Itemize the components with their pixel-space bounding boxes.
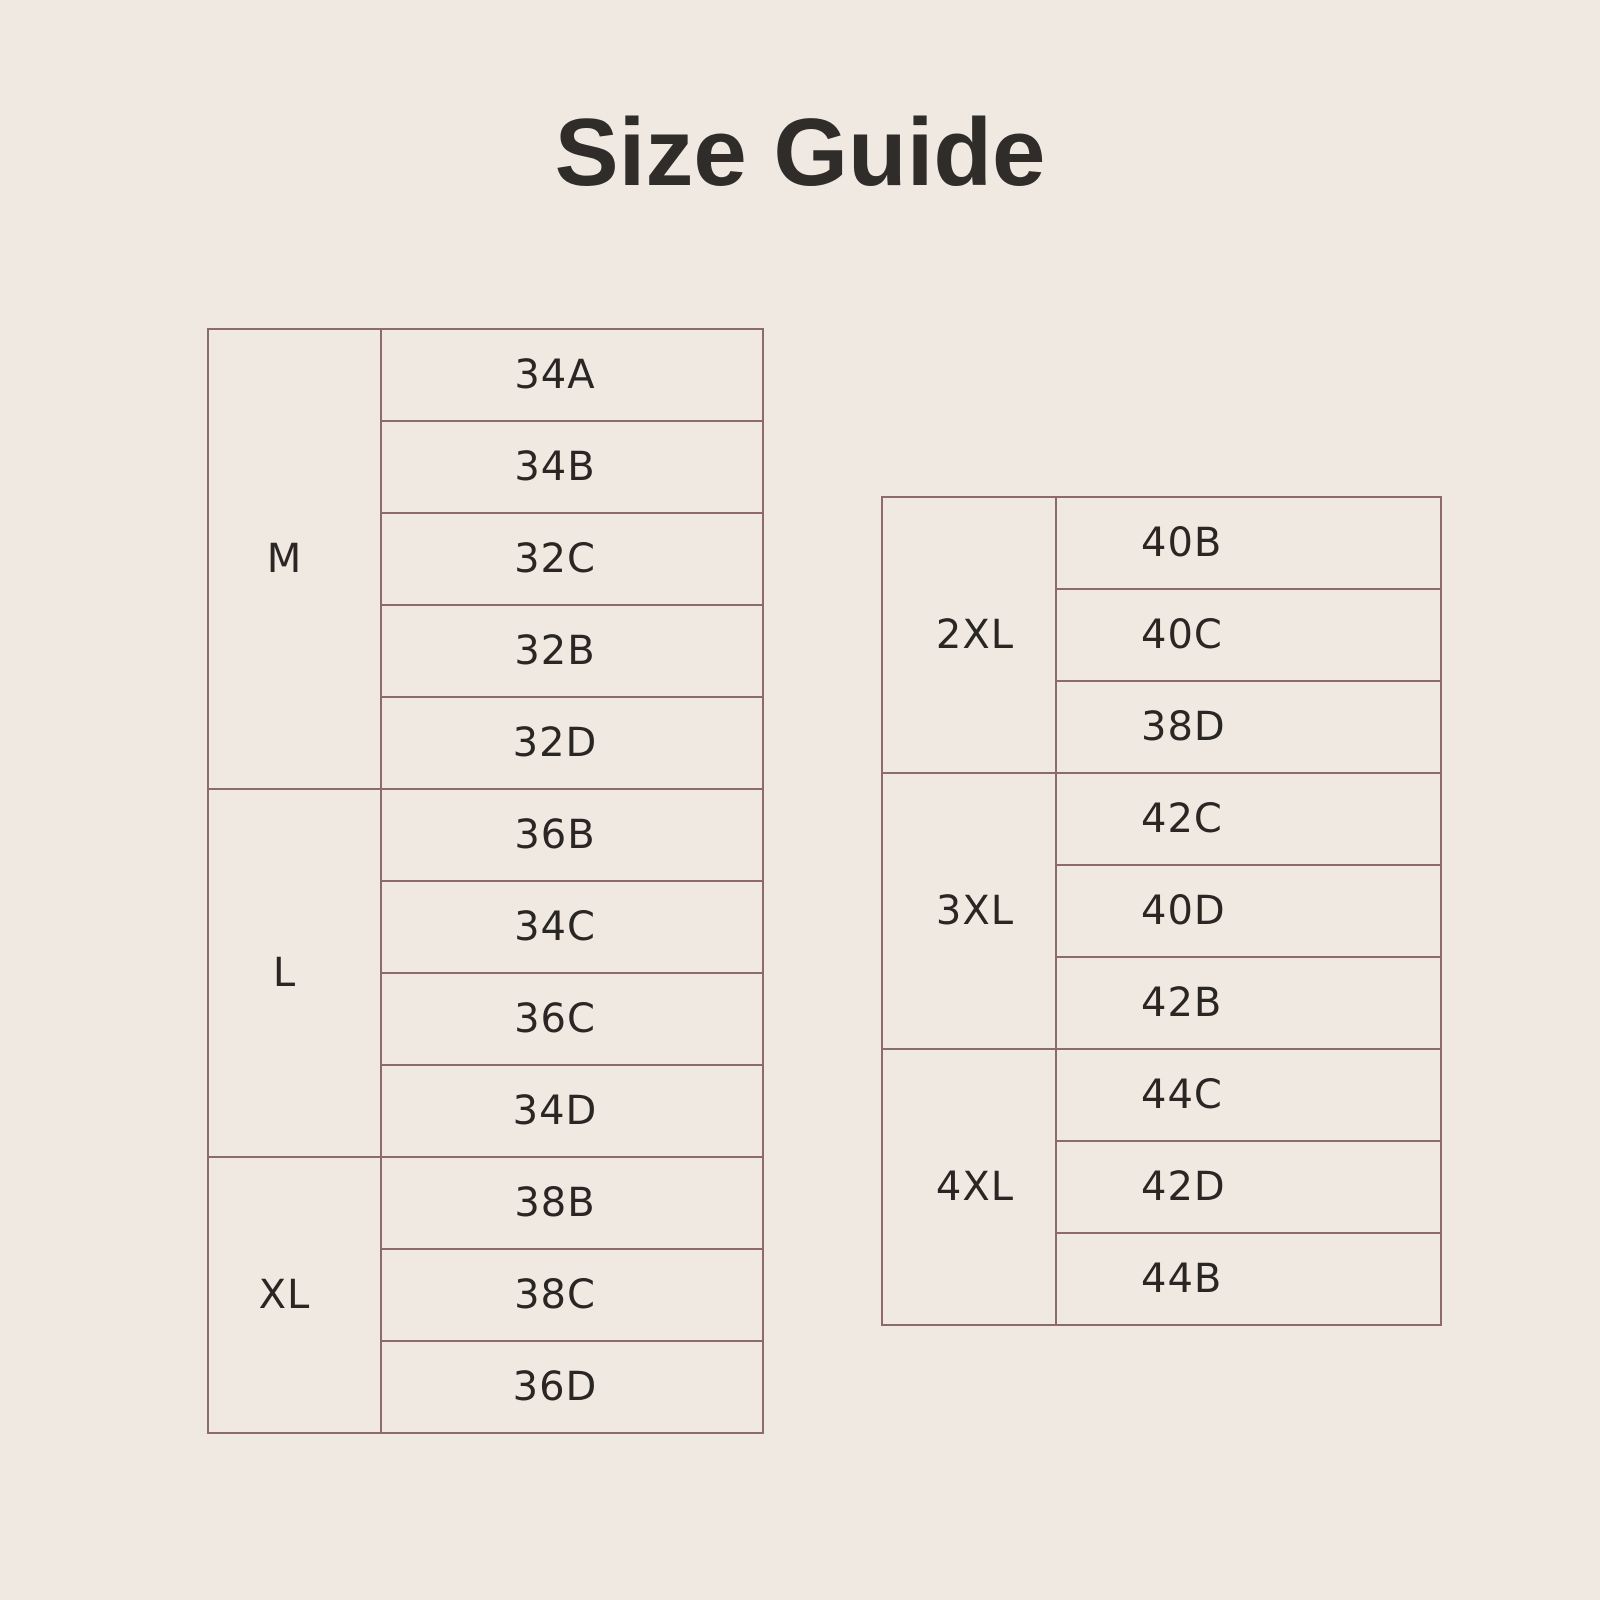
cup-size-cell: 36D — [381, 1341, 763, 1433]
cup-size-cell: 32C — [381, 513, 763, 605]
cup-size-cell: 40C — [1056, 589, 1441, 681]
cup-size-cell: 36C — [381, 973, 763, 1065]
size-label-xl: XL — [208, 1157, 381, 1433]
page-title: Size Guide — [554, 99, 1046, 206]
table-row — [882, 1049, 1441, 1141]
size-label-3xl: 3XL — [882, 773, 1056, 1049]
cup-size-cell: 32D — [381, 697, 763, 789]
size-label-l: L — [208, 789, 381, 1157]
cup-size-cell: 42C — [1056, 773, 1441, 865]
table-row — [882, 773, 1441, 865]
cup-size-cell: 32B — [381, 605, 763, 697]
size-table-left — [207, 328, 764, 1434]
table-row — [208, 789, 763, 881]
cup-size-cell: 38C — [381, 1249, 763, 1341]
size-label-2xl: 2XL — [882, 497, 1056, 773]
cup-size-cell: 38B — [381, 1157, 763, 1249]
size-label-m: M — [208, 329, 381, 789]
size-label-4xl: 4XL — [882, 1049, 1056, 1325]
table-row — [882, 497, 1441, 589]
cup-size-cell: 34A — [381, 329, 763, 421]
cup-size-cell: 44B — [1056, 1233, 1441, 1325]
cup-size-cell: 44C — [1056, 1049, 1441, 1141]
size-table-right — [881, 496, 1442, 1326]
cup-size-cell: 34C — [381, 881, 763, 973]
table-row — [208, 1157, 763, 1249]
cup-size-cell: 40D — [1056, 865, 1441, 957]
cup-size-cell: 40B — [1056, 497, 1441, 589]
cup-size-cell: 42B — [1056, 957, 1441, 1049]
cup-size-cell: 34B — [381, 421, 763, 513]
cup-size-cell: 42D — [1056, 1141, 1441, 1233]
table-row — [208, 329, 763, 421]
cup-size-cell: 36B — [381, 789, 763, 881]
cup-size-cell: 38D — [1056, 681, 1441, 773]
cup-size-cell: 34D — [381, 1065, 763, 1157]
